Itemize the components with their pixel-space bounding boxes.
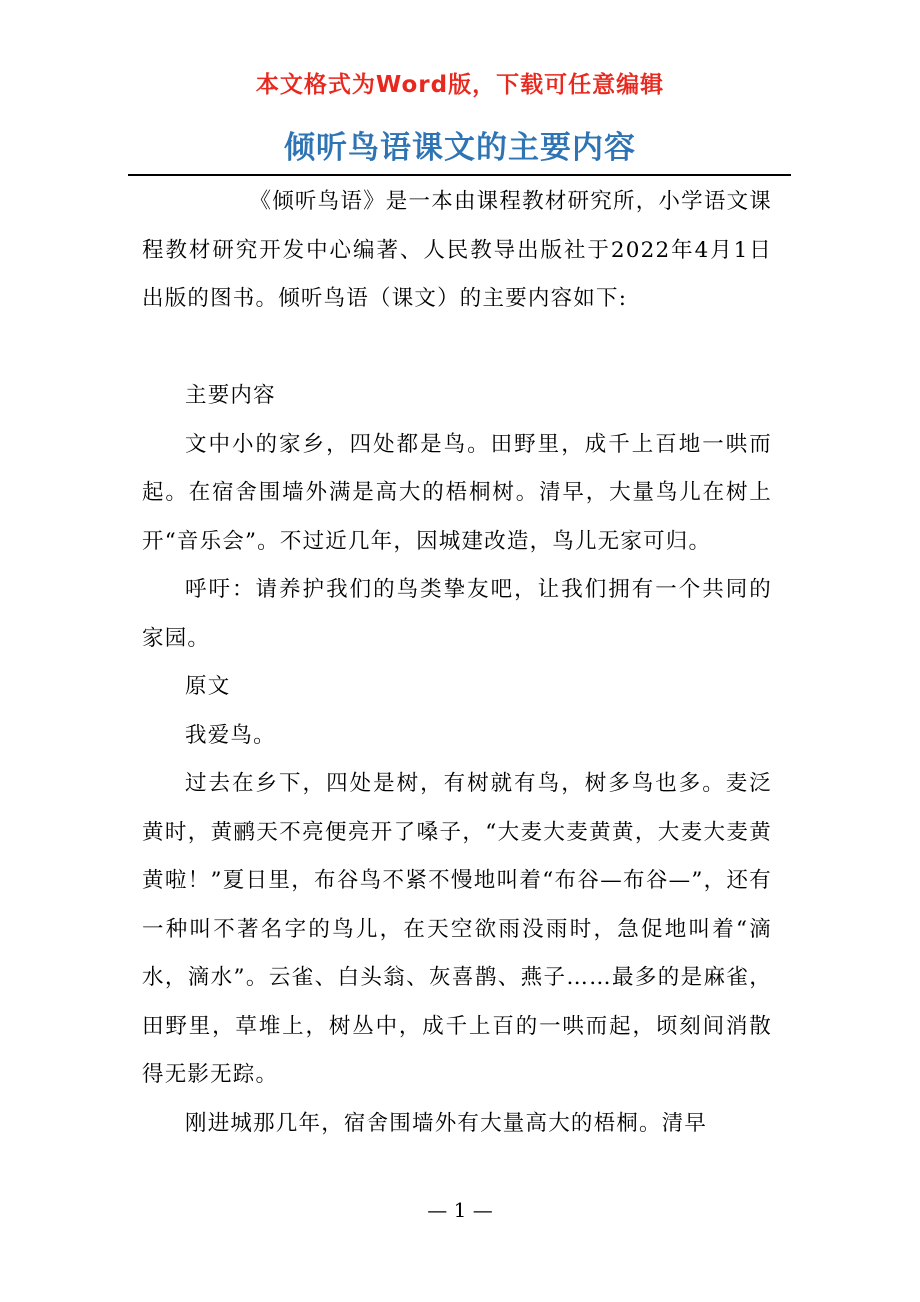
section-heading-original: 原文 xyxy=(185,674,231,699)
title-divider xyxy=(128,174,791,176)
page-number: — 1 — xyxy=(427,1198,493,1222)
section-heading-main: 主要内容 xyxy=(185,383,276,408)
original-paragraph-2: 刚进城那几年，宿舍围墙外有大量高大的梧桐。清早 xyxy=(185,1110,708,1136)
blank-line xyxy=(142,324,772,373)
document-body xyxy=(142,178,772,1148)
summary-paragraph: 文中小的家乡，四处都是鸟。田野里，成千上百地一哄而起。在宿舍围墙外满是高大的梧桐树。清早，大量鸟儿在树上开“音乐会”。不过近几年，因城建改造，鸟儿无家可归。 xyxy=(142,431,772,554)
intro-paragraph: 《倾听鸟语》是一本由课程教材研究所，小学语文课程教材研究开发中心编著、人民教导出版社于2022年4月1日出版的图书。倾听鸟语（课文）的主要内容如下: xyxy=(142,189,772,311)
original-line-1: 我爱鸟。 xyxy=(185,722,276,748)
download-banner: 本文格式为Word版，下载可任意编辑 xyxy=(255,72,665,98)
appeal-paragraph: 呼吁：请养护我们的鸟类挚友吧，让我们拥有一个共同的家园。 xyxy=(142,577,772,651)
page-title: 倾听鸟语课文的主要内容 xyxy=(284,130,636,166)
original-paragraph-1: 过去在乡下，四处是树，有树就有鸟，树多鸟也多。麦泛黄时，黄鹂天不亮便亮开了嗓子，“大麦大麦黄黄，大麦大麦黄黄啦！”夏日里，布谷鸟不紧不慢地叫着“布谷—布谷—”，还有一种叫不著名字的鸟儿，在天空欲雨没雨时，急促地叫着“滴水，滴水”。云雀、白头翁、灰喜鹊、燕子……最多的是麻雀，田野里，草堆上，树丛中，成千上百的一哄而起，顷刻间消散得无影无踪。 xyxy=(142,771,772,1087)
